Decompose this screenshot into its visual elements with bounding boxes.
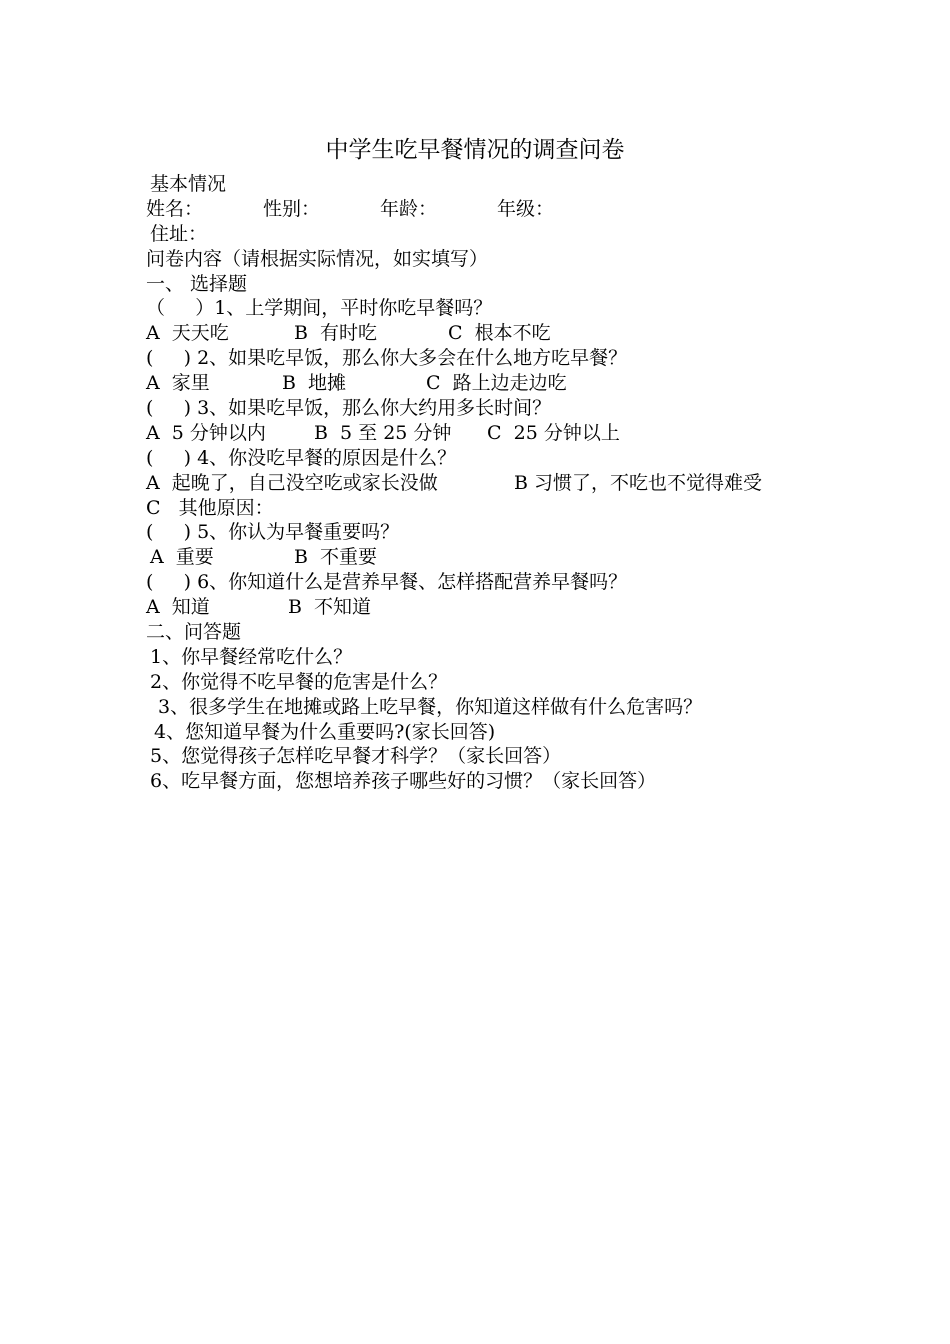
basic-info-fields <box>146 197 846 222</box>
section2-heading: 二、问答题 <box>146 621 242 644</box>
page-title: 中学生吃早餐情况的调查问卷 <box>325 137 625 163</box>
option-b: B 习惯了，不吃也不觉得难受 <box>514 471 763 494</box>
option-a: A 家里 <box>146 372 210 395</box>
name-label: 姓名： <box>146 197 204 220</box>
age-label: 年龄： <box>380 197 438 220</box>
option-b: B 不重要 <box>294 546 378 569</box>
open-question-4: 4、您知道早餐为什么重要吗?(家长回答) <box>154 720 496 743</box>
open-question-3: 3、很多学生在地摊或路上吃早餐，你知道这样做有什么危害吗？ <box>158 695 703 718</box>
question-3: ( ) 3、如果吃早饭，那么你大约用多长时间？ <box>146 397 552 420</box>
question-6-options <box>146 595 846 620</box>
open-question-6: 6、吃早餐方面，您想培养孩子哪些好的习惯？（家长回答） <box>150 770 657 793</box>
option-a: A 起晚了，自己没空吃或家长没做 <box>146 471 438 494</box>
question-1: （ ）1、上学期间，平时你吃早餐吗？ <box>146 297 493 320</box>
question-4-options <box>146 471 846 496</box>
option-a: A 5 分钟以内 <box>146 421 266 444</box>
question-2: ( ) 2、如果吃早饭，那么你大多会在什么地方吃早餐？ <box>146 347 628 370</box>
question-4: ( ) 4、你没吃早餐的原因是什么？ <box>146 446 457 469</box>
option-b: B 有时吃 <box>294 322 378 345</box>
address-label: 住址： <box>150 222 208 245</box>
option-c: C 路上边走边吃 <box>426 372 567 395</box>
option-c: C 25 分钟以上 <box>487 421 620 444</box>
question-3-options <box>146 421 846 446</box>
questionnaire-body <box>146 172 846 794</box>
grade-label: 年级： <box>497 197 555 220</box>
survey-heading: 问卷内容（请根据实际情况，如实填写） <box>146 247 489 270</box>
option-b: B 地摊 <box>282 372 347 395</box>
basic-info-heading: 基本情况 <box>150 173 227 195</box>
gender-label: 性别： <box>263 197 321 220</box>
question-2-options <box>146 371 846 396</box>
open-question-2: 2、你觉得不吃早餐的危害是什么？ <box>150 670 448 693</box>
open-question-1: 1、你早餐经常吃什么？ <box>150 645 353 668</box>
option-a: A 天天吃 <box>146 322 229 345</box>
option-a: A 知道 <box>146 596 210 619</box>
option-b: B 不知道 <box>288 596 372 619</box>
open-question-5: 5、您觉得孩子怎样吃早餐才科学？（家长回答） <box>150 745 562 768</box>
option-b: B 5 至 25 分钟 <box>314 421 452 444</box>
option-c: C 根本不吃 <box>448 322 551 345</box>
question-6: ( ) 6、你知道什么是营养早餐、怎样搭配营养早餐吗？ <box>146 571 628 594</box>
section1-heading: 一、 选择题 <box>146 272 248 295</box>
question-1-options <box>146 321 846 346</box>
question-4-option-c: C 其他原因： <box>146 496 274 519</box>
option-a: A 重要 <box>150 546 214 569</box>
question-5-options <box>146 545 846 570</box>
question-5: ( ) 5、你认为早餐重要吗？ <box>146 521 400 544</box>
